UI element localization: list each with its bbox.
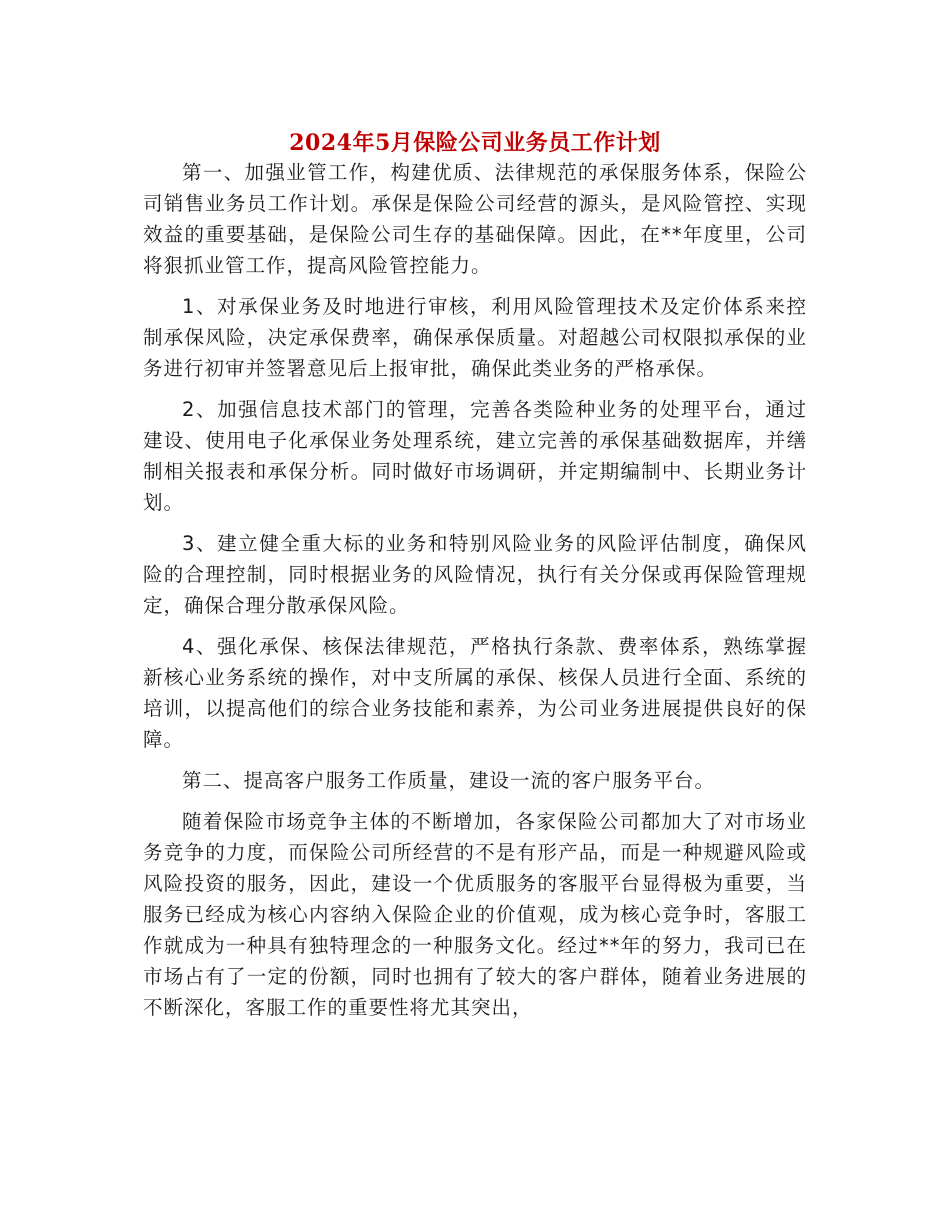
paragraph-item-1: 1、对承保业务及时地进行审核，利用风险管理技术及定价体系来控制承保风险，决定承保费率，确保承保质量。对超越公司权限拟承保的业务进行初审并签署意见后上报审批，确保此类业务的严格承保。 <box>143 295 807 380</box>
paragraph-item-4: 4、强化承保、核保法律规范，严格执行条款、费率体系，熟练掌握新核心业务系统的操作，对中支所属的承保、核保人员进行全面、系统的培训，以提高他们的综合业务技能和素养，为公司业务进展提供良好的保障。 <box>143 635 807 751</box>
document-body <box>143 157 807 1033</box>
paragraph-item-3: 3、建立健全重大标的业务和特别风险业务的风险评估制度，确保风险的合理控制，同时根据业务的风险情况，执行有关分保或再保险管理规定，确保合理分散承保风险。 <box>143 532 807 617</box>
paragraph-customer-service: 随着保险市场竞争主体的不断增加，各家保险公司都加大了对市场业务竞争的力度，而保险公司所经营的不是有形产品，而是一种规避风险或风险投资的服务，因此，建设一个优质服务的客服平台显得极为重要，当服务已经成为核心内容纳入保险企业的价值观，成为核心竞争时，客服工作就成为一种具有独特理念的一种服务文化。经过**年的努力，我司已在市场占有了一定的份额，同时也拥有了较大的客户群体，随着业务进展的不断深化，客服工作的重要性将尤其突出， <box>143 810 807 1019</box>
paragraph-section-two: 第二、提高客户服务工作质量，建设一流的客户服务平台。 <box>182 769 716 792</box>
document-title: 2024年5月保险公司业务员工作计划 <box>289 129 661 156</box>
paragraph-section-one: 第一、加强业管工作，构建优质、法律规范的承保服务体系，保险公司销售业务员工作计划。承保是保险公司经营的源头，是风险管控、实现效益的重要基础，是保险公司生存的基础保障。因此，在**年度里，公司将狠抓业管工作，提高风险管控能力。 <box>143 161 807 277</box>
paragraph-item-2: 2、加强信息技术部门的管理，完善各类险种业务的处理平台，通过建设、使用电子化承保业务处理系统，建立完善的承保基础数据库，并缮制相关报表和承保分析。同时做好市场调研，并定期编制中、长期业务计划。 <box>143 398 807 514</box>
